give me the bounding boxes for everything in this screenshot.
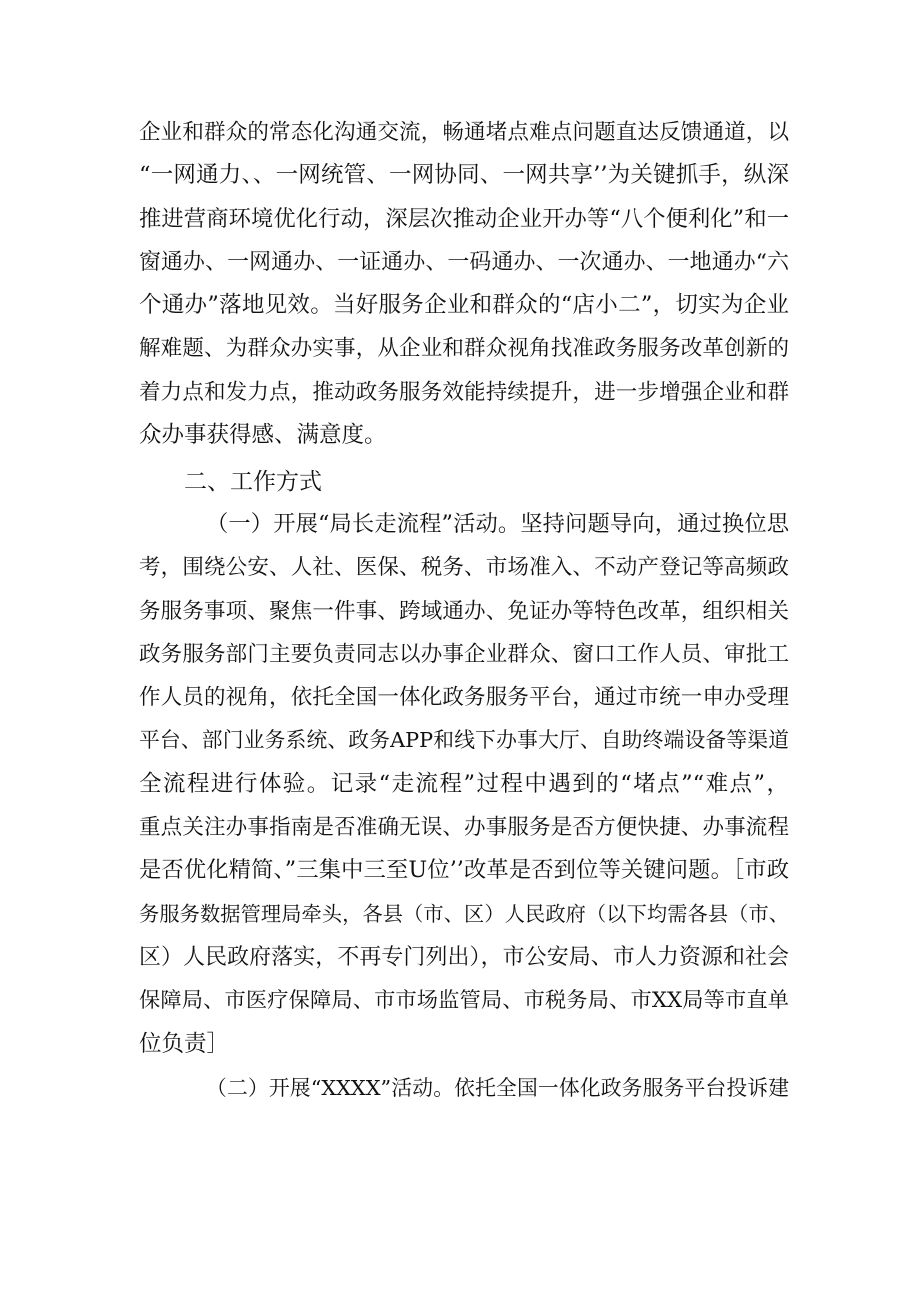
- paragraph-line: 着力点和发力点，推动政务服务效能持续提升，进一步增强企业和群: [139, 379, 789, 405]
- paragraph-line: 政务服务部门主要负责同志以办事企业群众、窗口工作人员、审批工: [139, 641, 789, 667]
- paragraph-line: 作人员的视角，依托全国一体化政务服务平台，通过市统一申办受理: [139, 685, 789, 711]
- paragraph-line: 务服务数据管理局牵头，各县（市、区）人民政府（以下均需各县（市、: [139, 901, 789, 926]
- section-heading: 二、工作方式: [184, 469, 322, 495]
- paragraph-line: 考，围绕公安、人社、医保、税务、市场准入、不动产登记等高频政: [139, 555, 789, 581]
- item-two-paragraph: [139, 1067, 789, 1110]
- paragraph-line: 位负责］: [139, 1030, 230, 1057]
- paragraph-line: 保障局、市医疗保障局、市市场监管局、市税务局、市XX局等市直单: [139, 988, 789, 1014]
- paragraph-line: 窗通办、一网通办、一证通办、一码通办、一次通办、一地通办“六: [139, 249, 789, 275]
- paragraph-line: “一网通力、、一网统管、一网协同、一网共享’’为关键抓手，纵深: [139, 162, 789, 189]
- paragraph-line: 是否优化精简、”三集中三至U位’’改革是否到位等关键问题。［市政: [139, 857, 789, 884]
- continuation-paragraph: [139, 111, 789, 457]
- paragraph-line: 企业和群众的常态化沟通交流，畅通堵点难点问题直达反馈通道，以: [139, 120, 789, 145]
- paragraph-line: 务服务事项、聚焦一件事、跨域通办、免证办等特色改革，组织相关: [139, 598, 789, 624]
- paragraph-line: 全流程进行体验。记录“走流程”过程中遇到的“堵点”“难点”，: [139, 770, 789, 797]
- paragraph-line: 推进营商环境优化行动，深层次推动企业开办等“八个便利化”和一: [139, 205, 789, 232]
- paragraph-line: （二）开展“XXXX”活动。依托全国一体化政务服务平台投诉建: [206, 1076, 789, 1100]
- paragraph-line: （一）开展“局长走流程”活动。坚持问题导向，通过换位思: [206, 511, 789, 537]
- item-one-paragraph: [139, 503, 789, 1066]
- paragraph-line: 重点关注办事指南是否准确无误、办事服务是否方便快捷、办事流程: [139, 815, 789, 841]
- paragraph-line: 解难题、为群众办实事，从企业和群众视角找准政务服务改革创新的: [139, 336, 789, 362]
- paragraph-line: 平台、部门业务系统、政务APP和线下办事大厅、自助终端设备等渠道: [139, 728, 789, 753]
- paragraph-line: 区）人民政府落实，不再专门列出），市公安局、市人力资源和社会: [139, 944, 789, 970]
- paragraph-line: 个通办”落地见效。当好服务企业和群众的“店小二”，切实为企业: [139, 292, 789, 319]
- paragraph-line: 众办事获得感、满意度。: [139, 422, 387, 449]
